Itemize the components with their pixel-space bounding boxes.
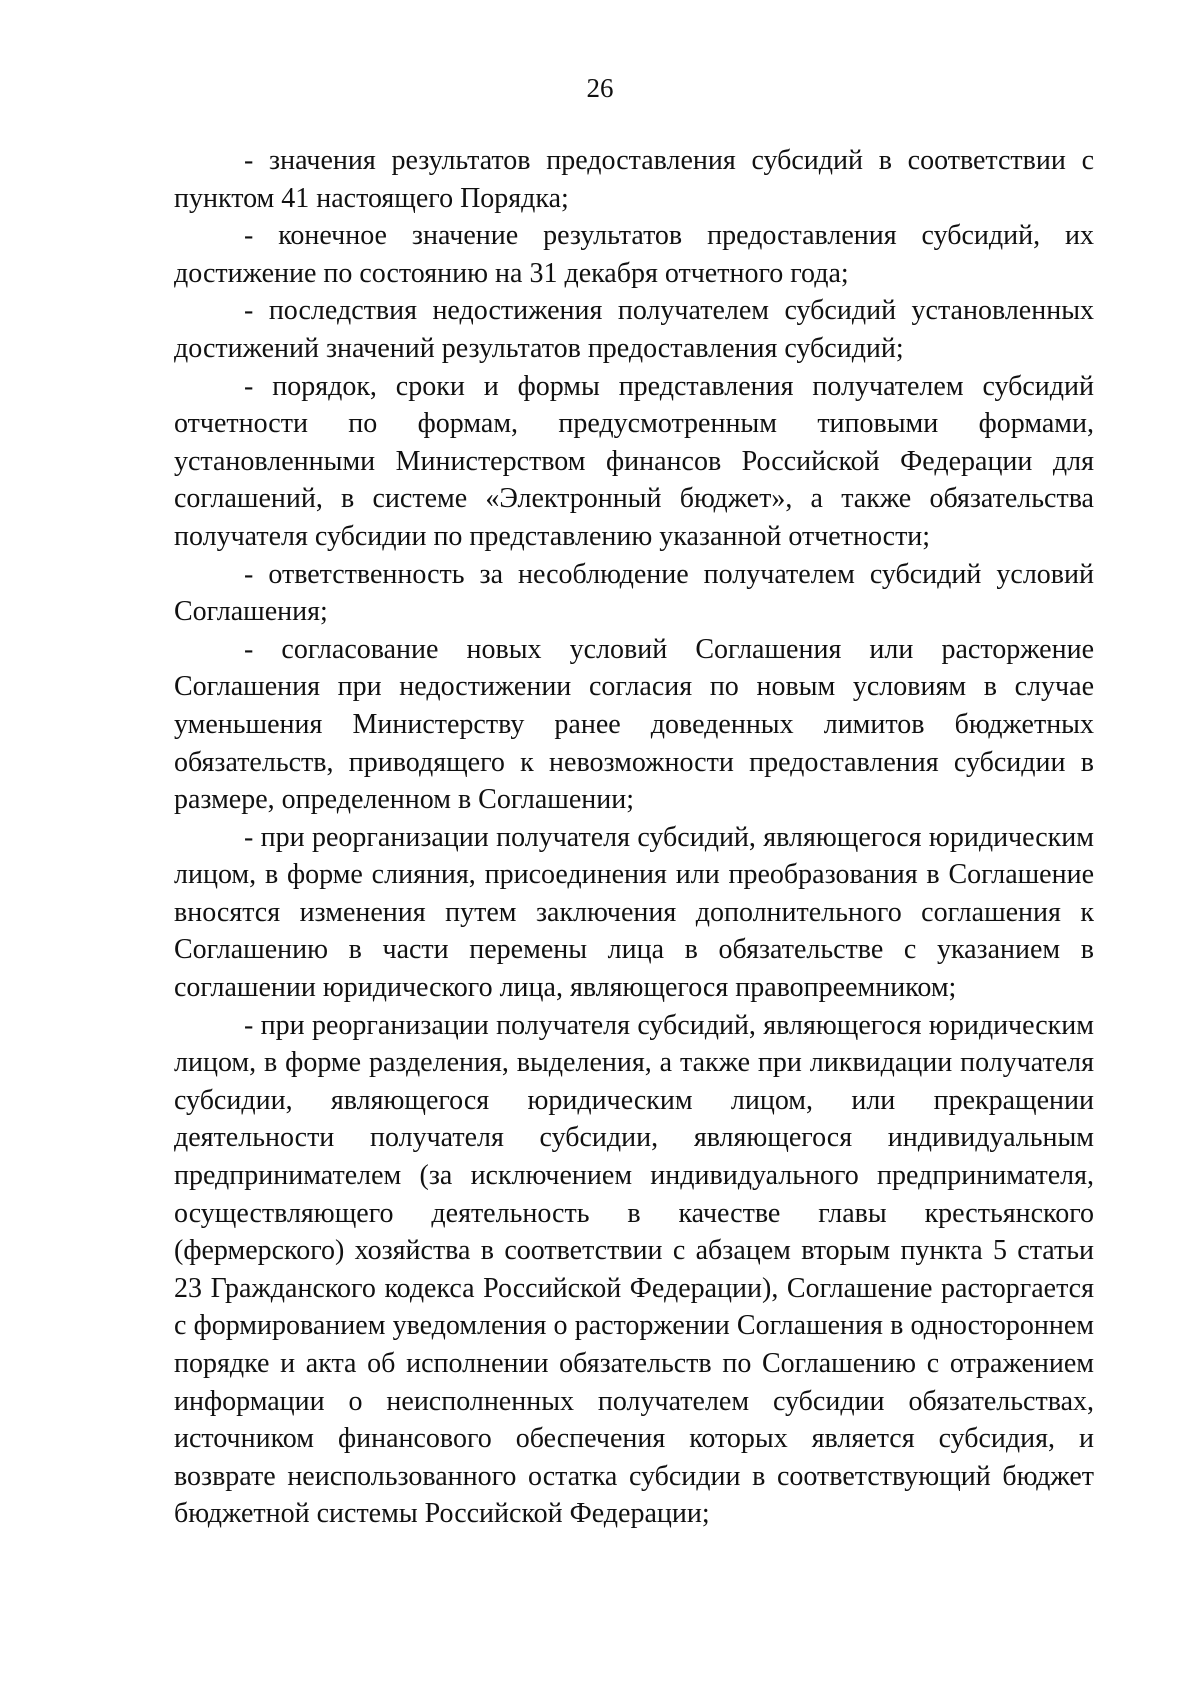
paragraph: - последствия недостижения получателем субсидий установленных достижений значений результатов предоставления субсидий; [174, 295, 1094, 364]
paragraph: - порядок, сроки и формы представления получателем субсидий отчетности по формам, предусмотренным типовыми формами, установленными Министерством финансов Российской Федерации для соглашений, в системе «Электронный бюджет», а также обязательства получателя субсидии по представлению указанной отчетности; [174, 370, 1094, 552]
paragraph: - ответственность за несоблюдение получателем субсидий условий Соглашения; [174, 558, 1094, 628]
paragraph: - конечное значение результатов предоставления субсидий, их достижение по состоянию на 31 декабря отчетного года; [174, 220, 1094, 289]
page-number: 26 [586, 73, 614, 103]
paragraph: - при реорганизации получателя субсидий, являющегося юридическим лицом, в форме разделения, выделения, а также при ликвидации получателя субсидии, являющегося юридическим лицом, или прекращении деятельности получателя субсидии, являющегося индивидуальным предпринимателем (за исключением индивидуального предпринимателя, осуществляющего деятельность в качестве главы крестьянского (фермерского) хозяйства в соответствии с абзацем вторым пункта 5 статьи 23 Гражданского кодекса Российской Федерации), Соглашение расторгается с формированием уведомления о расторжении Соглашения в одностороннем порядке и акта об исполнении обязательств по Соглашению с отражением информации о неисполненных получателем субсидии обязательствах, источником финансового обеспечения которых является субсидия, и возврате неиспользованного остатка субсидии в соответствующий бюджет бюджетной системы Российской Федерации; [174, 1009, 1094, 1530]
document-body [174, 142, 1094, 1533]
paragraph: - согласование новых условий Соглашения или расторжение Соглашения при недостижении согласия по новым условиям в случае уменьшения Министерству ранее доведенных лимитов бюджетных обязательств, приводящего к невозможности предоставления субсидии в размере, определенном в Соглашении; [174, 633, 1094, 816]
paragraph: - при реорганизации получателя субсидий, являющегося юридическим лицом, в форме слияния, присоединения или преобразования в Соглашение вносятся изменения путем заключения дополнительного соглашения к Соглашению в части перемены лица в обязательстве с указанием в соглашении юридического лица, являющегося правопреемником; [174, 821, 1094, 1004]
paragraph: - значения результатов предоставления субсидий в соответствии с пунктом 41 настоящего Порядка; [174, 145, 1094, 214]
